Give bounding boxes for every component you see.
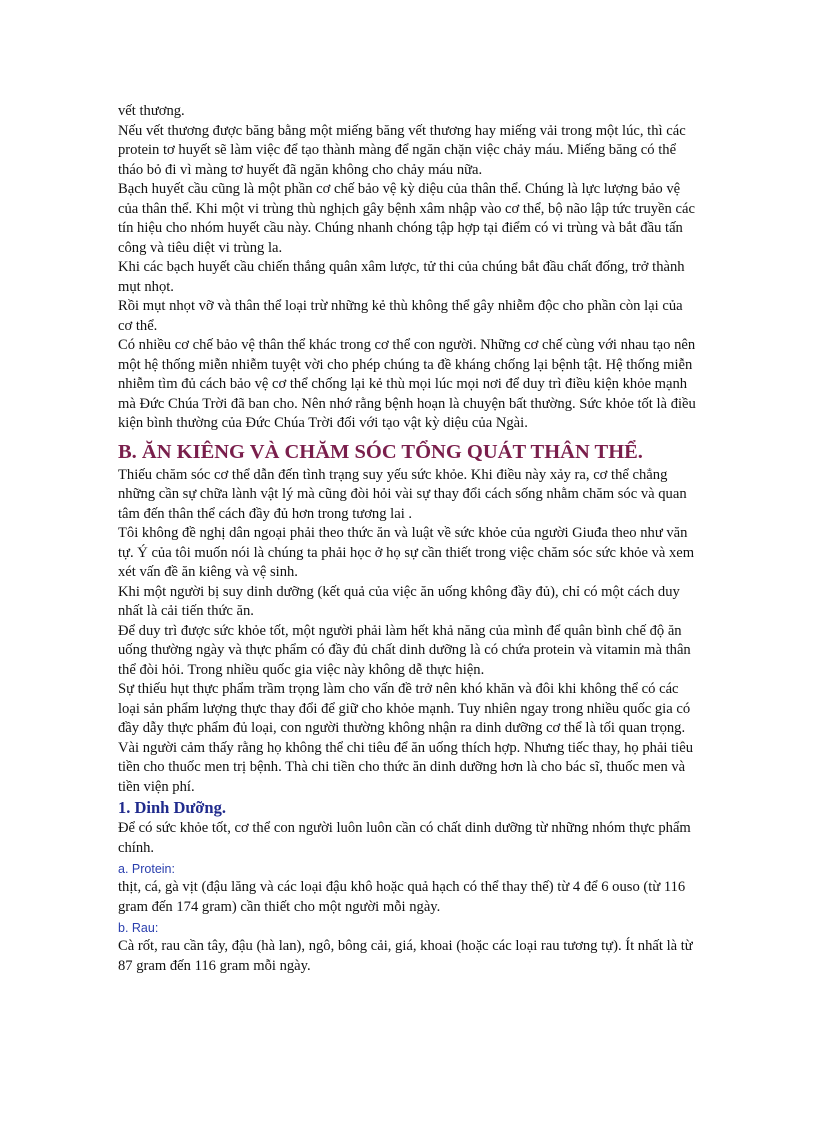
paragraph: Thiếu chăm sóc cơ thể dẫn đến tình trạng suy yếu sức khỏe. Khi điều này xảy ra, cơ thể chẳng những cần sự chữa lành vật lý mà cũng đòi hỏi vài sự thay đổi cách sống nhằm chăm sóc và quan tâm đến thân thể cách đầy đủ hơn trong tương lai . [118, 466, 687, 522]
paragraph: Vài người cảm thấy rằng họ không thể chi tiêu để ăn uống thích hợp. Nhưng tiếc thay, họ phải tiêu tiền cho thuốc men trị bệnh. Thà chi tiền cho thức ăn dinh dưỡng hơn là cho bác sĩ, thuốc men và tiền viện phí. [118, 739, 694, 795]
paragraph: vết thương. [118, 103, 185, 119]
paragraph: Cà rốt, rau cần tây, đậu (hà lan), ngô, bông cải, giá, khoai (hoặc các loại rau tương tự). Ít nhất là từ 87 gram đến 116 gram mỗi ngày. [118, 938, 693, 974]
paragraph: Khi các bạch huyết cầu chiến thắng quân xâm lược, tử thi của chúng bắt đầu chất đống, trở thành mụt nhọt. [118, 259, 685, 295]
vegetable-heading: b. Rau: [118, 921, 159, 935]
paragraph: thịt, cá, gà vịt (đậu lăng và các loại đậu khô hoặc quả hạch có thể thay thế) từ 4 để 6 ouso (từ 116 gram đến 174 gram) cần thiết cho một người mỗi ngày. [118, 879, 686, 915]
document-page [118, 102, 698, 976]
paragraph: Nếu vết thương được băng bằng một miếng băng vết thương hay miếng vải trong một lúc, thì các protein tơ huyết sẽ làm việc để tạo thành màng để ngăn chặn việc chảy máu. Miếng băng có thể tháo bỏ đi vì màng tơ huyết đã ngăn không cho chảy máu nữa. [118, 122, 686, 178]
protein-heading: a. Protein: [118, 862, 175, 876]
paragraph: Bạch huyết cầu cũng là một phần cơ chế bảo vệ kỳ diệu của thân thể. Chúng là lực lượng bảo vệ của thân thể. Khi một vi trùng thù nghịch gây bệnh xâm nhập vào cơ thể, bộ não lập tức truyền các tín hiệu cho nhóm huyết cầu này. Chúng nhanh chóng tập hợp tại điểm có vi trùng và bắt đầu tấn công và tiêu diệt vi trùng la. [118, 181, 695, 256]
paragraph: Khi một người bị suy dinh dưỡng (kết quả của việc ăn uống không đầy đủ), chỉ có một cách duy nhất là cải tiến thức ăn. [118, 583, 680, 619]
paragraph: Để duy trì được sức khỏe tốt, một người phải làm hết khả năng của mình để quân bình chế độ ăn uống thường ngày và thực phẩm có đầy đủ chất dinh dưỡng là có chứa protein và vitamin mà thân thể đòi hỏi. Trong nhiều quốc gia việc này không dễ thực hiện. [118, 622, 691, 678]
paragraph: Rồi mụt nhọt vỡ và thân thể loại trừ những kẻ thù không thể gây nhiễm độc cho phần còn lại của cơ thể. [118, 298, 683, 334]
paragraph: Sự thiếu hụt thực phẩm trầm trọng làm cho vấn đề trở nên khó khăn và đôi khi không thể có các loại sản phẩm lượng thực thay đổi để giữ cho khỏe mạnh. Tuy nhiên ngay trong nhiều quốc gia có đầy dẫy thực phẩm đủ loại, con người thường không nhận ra dinh dưỡng cơ thể là tối quan trọng. [118, 681, 691, 736]
paragraph: Tôi không đề nghị dân ngoại phải theo thức ăn và luật về sức khỏe của người Giuđa theo như văn tự. Ý của tôi muốn nói là chúng ta phải học ở họ sự cần thiết trong việc chăm sóc sức khỏe và xem xét vấn đề ăn kiêng và vệ sinh. [118, 525, 695, 580]
paragraph: Để có sức khỏe tốt, cơ thể con người luôn luôn cần có chất dinh dưỡng từ những nhóm thực phẩm chính. [118, 820, 691, 856]
subsection-1-heading: 1. Dinh Dưỡng. [118, 798, 226, 817]
paragraph: Có nhiều cơ chế bảo vệ thân thể khác trong cơ thể con người. Những cơ chế cùng với nhau tạo nên một hệ thống miễn nhiễm tuyệt vời cho phép chúng ta đề kháng chống lại bệnh tật. Hệ thống miễn nhiễm tìm đủ cách bảo vệ cơ thể chống lại kẻ thù mọi lúc mọi nơi để duy trì điều kiện khỏe mạnh mà Đức Chúa Trời đã ban cho. Nên nhớ rằng bệnh hoạn là chuyện bất thường. Sức khỏe tốt là điều kiện bình thường của Đức Chúa Trời đối với tạo vật kỳ diệu của Ngài. [118, 337, 696, 431]
section-b-heading: B. ĂN KIÊNG VÀ CHĂM SÓC TỔNG QUÁT THÂN THỂ. [118, 440, 643, 463]
